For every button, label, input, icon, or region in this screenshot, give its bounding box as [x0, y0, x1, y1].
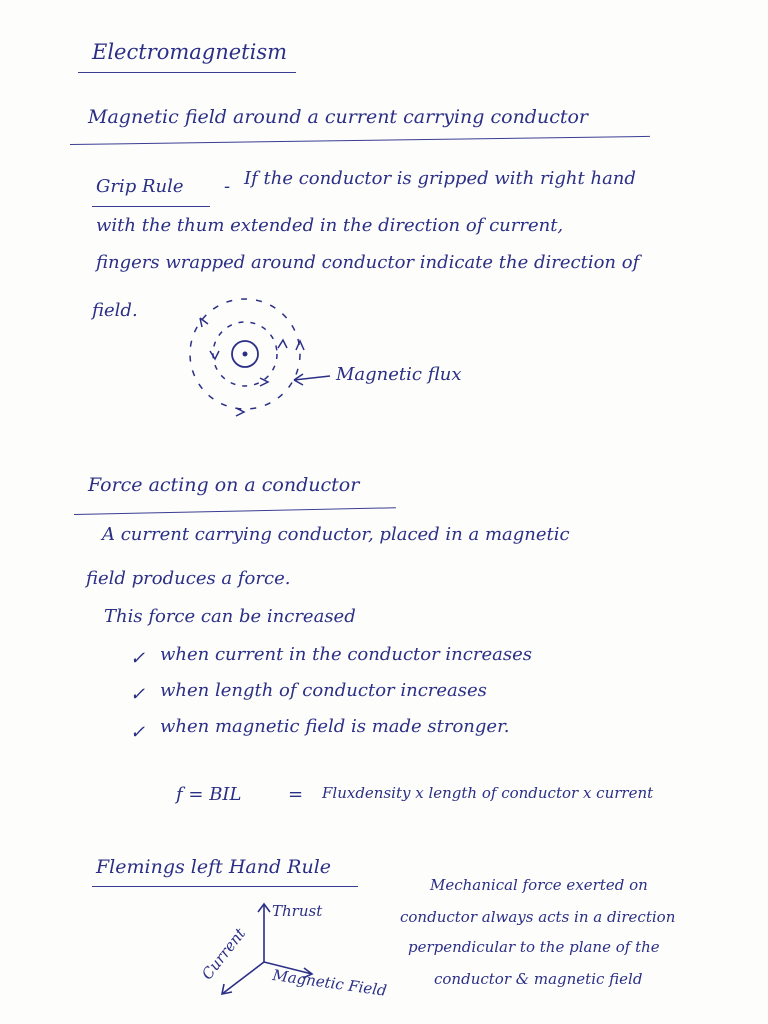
current-axis [222, 962, 264, 994]
title-underline [78, 72, 296, 73]
page-title: Electromagnetism [92, 40, 288, 64]
grip-rule-line-3: fingers wrapped around conductor indicate the direction of [96, 252, 640, 273]
section1-underline [70, 136, 650, 145]
field-arrow-far-right [296, 341, 304, 350]
grip-rule-underline [92, 206, 210, 207]
bullet-check-2: ✓ [130, 684, 146, 705]
fleming-line-3: perpendicular to the plane of the [408, 938, 660, 956]
bullet-text-3: when magnetic field is made stronger. [160, 716, 510, 737]
grip-rule-line-1: If the conductor is gripped with right hand [244, 168, 636, 189]
current-axis-label: Current [198, 924, 250, 984]
magnetic-flux-diagram [170, 296, 330, 426]
section2-underline [74, 507, 396, 515]
formula-right: Fluxdensity x length of conductor x current [322, 784, 654, 802]
bullet-check-1: ✓ [130, 648, 146, 669]
current-dot [243, 352, 248, 357]
field-arrow-bottom [260, 378, 268, 386]
fleming-line-1: Mechanical force exerted on [430, 876, 648, 894]
fleming-line-2: conductor always acts in a direction [400, 908, 676, 926]
force-line-1: A current carrying conductor, placed in a magnetic [102, 524, 570, 545]
bullet-text-2: when length of conductor increases [160, 680, 487, 701]
field-arrow-left [210, 351, 219, 359]
section1-heading: Magnetic field around a current carrying conductor [88, 106, 589, 128]
force-line-2: field produces a force. [86, 568, 291, 589]
fleming-line-4: conductor & magnetic field [434, 970, 643, 988]
bullet-text-1: when current in the conductor increases [160, 644, 532, 665]
field-arrow-top-left [200, 318, 208, 327]
grip-rule-line-4: field. [92, 300, 138, 321]
grip-rule-label: Grip Rule [96, 176, 184, 197]
magnetic-field-axis-label: Magnetic Field [271, 966, 388, 1000]
field-arrow-bottom-outer [236, 408, 244, 416]
thrust-label: Thrust [272, 902, 323, 920]
grip-rule-dash: - [224, 176, 231, 197]
field-arrow-right [278, 340, 287, 348]
magnetic-flux-label: Magnetic flux [336, 364, 462, 385]
formula-equals: = [288, 784, 304, 805]
grip-rule-line-2: with the thum extended in the direction of current, [96, 215, 564, 236]
section2-heading: Force acting on a conductor [88, 474, 360, 496]
bullet-check-3: ✓ [130, 722, 146, 743]
section3-underline [92, 886, 358, 887]
section3-heading: Flemings left Hand Rule [96, 856, 332, 878]
force-line-3: This force can be increased [104, 606, 356, 627]
formula-left: f = BIL [176, 784, 242, 805]
